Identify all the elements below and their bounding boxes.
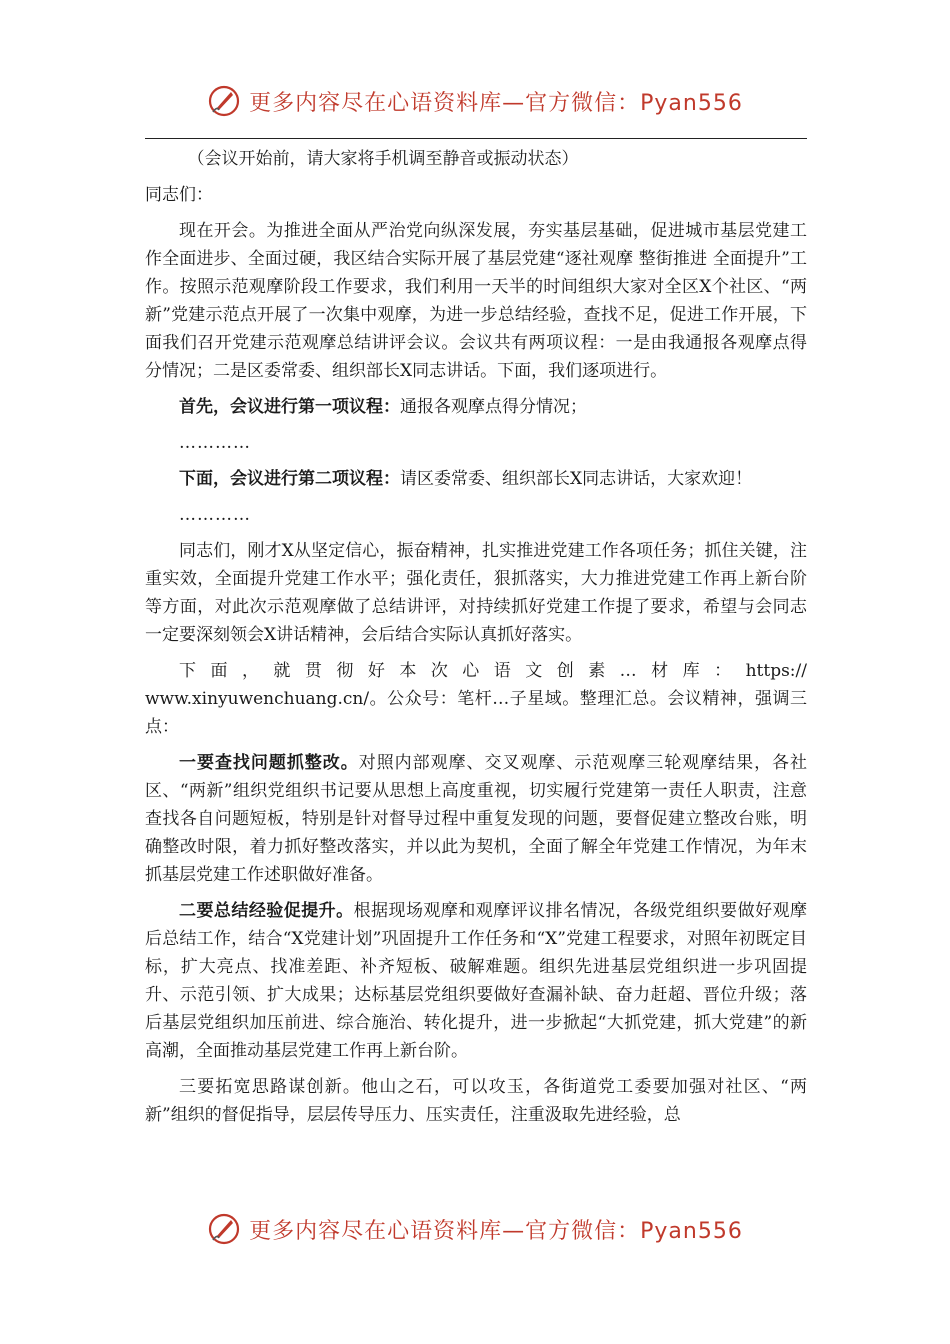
point-1-title: 一要查找问题抓整改。	[179, 753, 359, 773]
footer-banner-text: 更多内容尽在心语资料库—官方微信：Pyan556	[249, 1218, 743, 1244]
paragraph-opening: 现在开会。为推进全面从严治党向纵深发展，夯实基层基础，促进城市基层党建工作全面进步、全面过硬，我区结合实际开展了基层党建“逐社观摩 整街推进 全面提升”工作。按照示范观摩阶段工作要求，我们利用一天半的时间组织大家对全区X个社区、“两新”党建示范点开展了一次集中观摩，为进一步总结经验，查找不足，促进工作开展，下面我们召开党建示范观摩总结讲评会议。会议共有两项议程：一是由我通报各观摩点得分情况；二是区委常委、组织部长X同志讲话。下面，我们逐项进行。	[145, 221, 807, 381]
header-banner	[0, 84, 950, 118]
point-2	[145, 897, 807, 1065]
quill-logo-icon	[207, 1212, 241, 1246]
emphasis-rest: www.xinyuwenchuang.cn/。公众号：笔杆…子星域。整理汇总。会议精神，强调三点：	[145, 689, 807, 737]
agenda-item-2	[145, 465, 807, 493]
paragraph-summary: 同志们，刚才X从坚定信心，振奋精神，扎实推进党建工作各项任务；抓住关键，注重实效，全面提升党建工作水平；强化责任，狠抓落实，大力推进党建工作再上新台阶等方面，对此次示范观摩做了总结讲评，对持续抓好党建工作提了要求，希望与会同志一定要深刻领会X讲话精神，会后结合实际认真抓好落实。	[145, 541, 807, 645]
document-body	[145, 145, 807, 1137]
agenda-item-1-text: 通报各观摩点得分情况；	[400, 397, 587, 417]
agenda-item-2-text: 请区委常委、组织部长X同志讲话，大家欢迎！	[400, 469, 753, 489]
point-1-text: 对照内部观摩、交叉观摩、示范观摩三轮观摩结果，各社区、“两新”组织党组织书记要从思想上高度重视，切实履行党建第一责任人职责，注意查找各自问题短板，特别是针对督导过程中重复发现的问题，要督促建立整改台账，明确整改时限，着力抓好整改落实，并以此为契机，全面了解全年党建工作情况，为年末抓基层党建工作述职做好准备。	[145, 753, 808, 885]
meeting-note: （会议开始前，请大家将手机调至静音或振动状态）	[187, 149, 579, 169]
agenda-item-1-label: 首先，会议进行第一项议程：	[179, 397, 400, 417]
footer-banner	[0, 1212, 950, 1246]
point-1	[145, 749, 807, 889]
greeting: 同志们：	[145, 185, 213, 205]
emphasis-line-1: 下面，就贯彻好本次心语文创素…材库：https://	[179, 661, 807, 681]
point-2-text: 根据现场观摩和观摩评议排名情况，各级党组织要做好观摩后总结工作，结合“X党建计划”巩固提升工作任务和“X”党建工程要求，对照年初既定目标，扩大亮点、找准差距、补齐短板、破解难题。组织先进基层党组织进一步巩固提升、示范引领、扩大成果；达标基层党组织要做好查漏补缺、奋力赶超、晋位升级；落后基层党组织加压前进、综合施治、转化提升，进一步掀起“大抓党建，抓大党建”的新高潮，全面推动基层党建工作再上新台阶。	[145, 901, 808, 1061]
quill-logo-icon	[207, 84, 241, 118]
agenda-item-2-label: 下面，会议进行第二项议程：	[179, 469, 400, 489]
agenda-item-1	[145, 393, 807, 421]
point-2-title: 二要总结经验促提升。	[179, 901, 354, 921]
header-banner-text: 更多内容尽在心语资料库—官方微信：Pyan556	[249, 90, 743, 116]
header-divider	[145, 138, 807, 139]
ellipsis-2: …………	[179, 505, 251, 525]
paragraph-emphasis	[145, 657, 807, 741]
point-3: 三要拓宽思路谋创新。他山之石，可以攻玉，各街道党工委要加强对社区、“两新”组织的督促指导，层层传导压力、压实责任，注重汲取先进经验，总	[145, 1077, 807, 1125]
ellipsis-1: …………	[179, 433, 251, 453]
